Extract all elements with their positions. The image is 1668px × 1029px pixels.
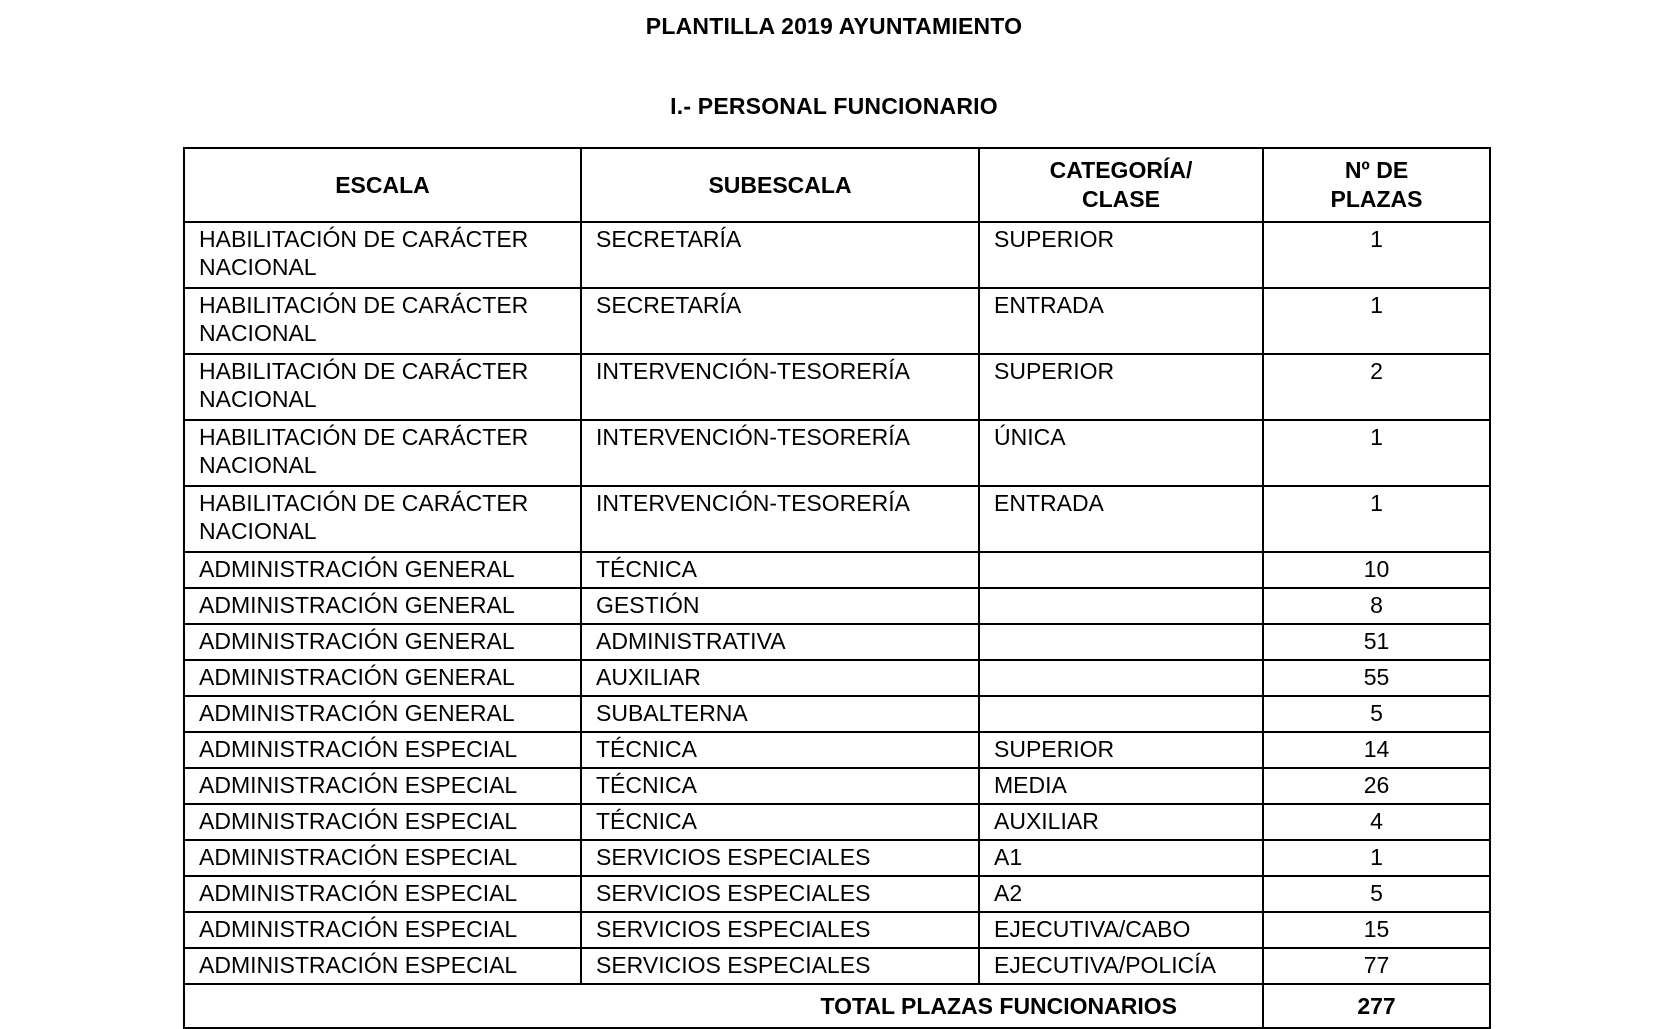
- header-subescala: [581, 148, 979, 222]
- cell-plazas: 1: [1263, 288, 1490, 354]
- header-escala: [184, 148, 581, 222]
- cell-plazas: 51: [1263, 624, 1490, 660]
- cell-escala: ADMINISTRACIÓN GENERAL: [184, 588, 581, 624]
- cell-categoria: [979, 624, 1263, 660]
- cell-plazas: 5: [1263, 696, 1490, 732]
- cell-subescala: SERVICIOS ESPECIALES: [581, 912, 979, 948]
- cell-escala: HABILITACIÓN DE CARÁCTER NACIONAL: [184, 420, 581, 486]
- cell-categoria: AUXILIAR: [979, 804, 1263, 840]
- cell-subescala: AUXILIAR: [581, 660, 979, 696]
- cell-subescala: TÉCNICA: [581, 732, 979, 768]
- cell-escala: HABILITACIÓN DE CARÁCTER NACIONAL: [184, 222, 581, 288]
- cell-escala: ADMINISTRACIÓN ESPECIAL: [184, 840, 581, 876]
- cell-categoria: [979, 696, 1263, 732]
- table-row: [184, 552, 1490, 588]
- total-label: TOTAL PLAZAS FUNCIONARIOS: [184, 984, 1263, 1028]
- table-row: [184, 288, 1490, 354]
- cell-subescala: SUBALTERNA: [581, 696, 979, 732]
- table-row: [184, 840, 1490, 876]
- cell-subescala: TÉCNICA: [581, 804, 979, 840]
- table-row: [184, 876, 1490, 912]
- cell-categoria: [979, 660, 1263, 696]
- cell-escala: ADMINISTRACIÓN ESPECIAL: [184, 948, 581, 984]
- header-subescala-label: SUBESCALA: [708, 171, 852, 198]
- cell-escala: ADMINISTRACIÓN GENERAL: [184, 696, 581, 732]
- table-row: [184, 420, 1490, 486]
- document-title: PLANTILLA 2019 AYUNTAMIENTO: [645, 13, 1023, 39]
- cell-categoria: EJECUTIVA/POLICÍA: [979, 948, 1263, 984]
- header-plazas-line1: Nº DE: [1344, 157, 1409, 183]
- table-row: [184, 732, 1490, 768]
- cell-subescala: GESTIÓN: [581, 588, 979, 624]
- header-categoria-line2: CLASE: [1082, 186, 1160, 212]
- table-header-row: [184, 148, 1490, 222]
- table-row: [184, 222, 1490, 288]
- cell-categoria: [979, 552, 1263, 588]
- cell-escala: HABILITACIÓN DE CARÁCTER NACIONAL: [184, 486, 581, 552]
- cell-escala: HABILITACIÓN DE CARÁCTER NACIONAL: [184, 288, 581, 354]
- cell-subescala: SECRETARÍA: [581, 222, 979, 288]
- header-escala-label: ESCALA: [335, 171, 430, 198]
- table-row: [184, 948, 1490, 984]
- cell-plazas: 1: [1263, 840, 1490, 876]
- cell-plazas: 1: [1263, 486, 1490, 552]
- table-row: [184, 768, 1490, 804]
- cell-escala: ADMINISTRACIÓN ESPECIAL: [184, 912, 581, 948]
- cell-escala: ADMINISTRACIÓN GENERAL: [184, 624, 581, 660]
- cell-plazas: 77: [1263, 948, 1490, 984]
- table-row: [184, 588, 1490, 624]
- table-row: [184, 486, 1490, 552]
- section-title: I.- PERSONAL FUNCIONARIO: [670, 93, 998, 119]
- total-value: 277: [1263, 984, 1490, 1028]
- cell-subescala: TÉCNICA: [581, 552, 979, 588]
- cell-categoria: A1: [979, 840, 1263, 876]
- cell-subescala: INTERVENCIÓN-TESORERÍA: [581, 354, 979, 420]
- cell-categoria: [979, 588, 1263, 624]
- cell-subescala: INTERVENCIÓN-TESORERÍA: [581, 420, 979, 486]
- table-row: [184, 912, 1490, 948]
- table-row: [184, 804, 1490, 840]
- header-categoria-line1: CATEGORÍA/: [1049, 157, 1193, 183]
- cell-plazas: 26: [1263, 768, 1490, 804]
- cell-plazas: 10: [1263, 552, 1490, 588]
- cell-plazas: 2: [1263, 354, 1490, 420]
- cell-plazas: 4: [1263, 804, 1490, 840]
- cell-subescala: TÉCNICA: [581, 768, 979, 804]
- cell-categoria: SUPERIOR: [979, 732, 1263, 768]
- cell-plazas: 1: [1263, 222, 1490, 288]
- table-row: [184, 354, 1490, 420]
- header-categoria: [979, 148, 1263, 222]
- cell-subescala: INTERVENCIÓN-TESORERÍA: [581, 486, 979, 552]
- cell-escala: ADMINISTRACIÓN GENERAL: [184, 660, 581, 696]
- cell-categoria: SUPERIOR: [979, 354, 1263, 420]
- cell-subescala: SERVICIOS ESPECIALES: [581, 840, 979, 876]
- table-row: [184, 660, 1490, 696]
- cell-plazas: 8: [1263, 588, 1490, 624]
- table-row: [184, 696, 1490, 732]
- cell-plazas: 15: [1263, 912, 1490, 948]
- cell-plazas: 55: [1263, 660, 1490, 696]
- plantilla-table: [183, 147, 1491, 1029]
- cell-categoria: ÚNICA: [979, 420, 1263, 486]
- cell-subescala: ADMINISTRATIVA: [581, 624, 979, 660]
- cell-escala: ADMINISTRACIÓN ESPECIAL: [184, 768, 581, 804]
- cell-categoria: SUPERIOR: [979, 222, 1263, 288]
- cell-categoria: ENTRADA: [979, 288, 1263, 354]
- cell-escala: ADMINISTRACIÓN GENERAL: [184, 552, 581, 588]
- cell-categoria: EJECUTIVA/CABO: [979, 912, 1263, 948]
- cell-plazas: 1: [1263, 420, 1490, 486]
- total-row: [184, 984, 1490, 1028]
- cell-plazas: 5: [1263, 876, 1490, 912]
- cell-escala: HABILITACIÓN DE CARÁCTER NACIONAL: [184, 354, 581, 420]
- header-plazas-line2: PLAZAS: [1330, 186, 1423, 212]
- cell-subescala: SECRETARÍA: [581, 288, 979, 354]
- cell-escala: ADMINISTRACIÓN ESPECIAL: [184, 732, 581, 768]
- cell-subescala: SERVICIOS ESPECIALES: [581, 948, 979, 984]
- cell-plazas: 14: [1263, 732, 1490, 768]
- table-row: [184, 624, 1490, 660]
- header-plazas: [1263, 148, 1490, 222]
- cell-categoria: ENTRADA: [979, 486, 1263, 552]
- cell-escala: ADMINISTRACIÓN ESPECIAL: [184, 876, 581, 912]
- cell-categoria: A2: [979, 876, 1263, 912]
- cell-categoria: MEDIA: [979, 768, 1263, 804]
- cell-subescala: SERVICIOS ESPECIALES: [581, 876, 979, 912]
- table-body: [184, 222, 1490, 1028]
- cell-escala: ADMINISTRACIÓN ESPECIAL: [184, 804, 581, 840]
